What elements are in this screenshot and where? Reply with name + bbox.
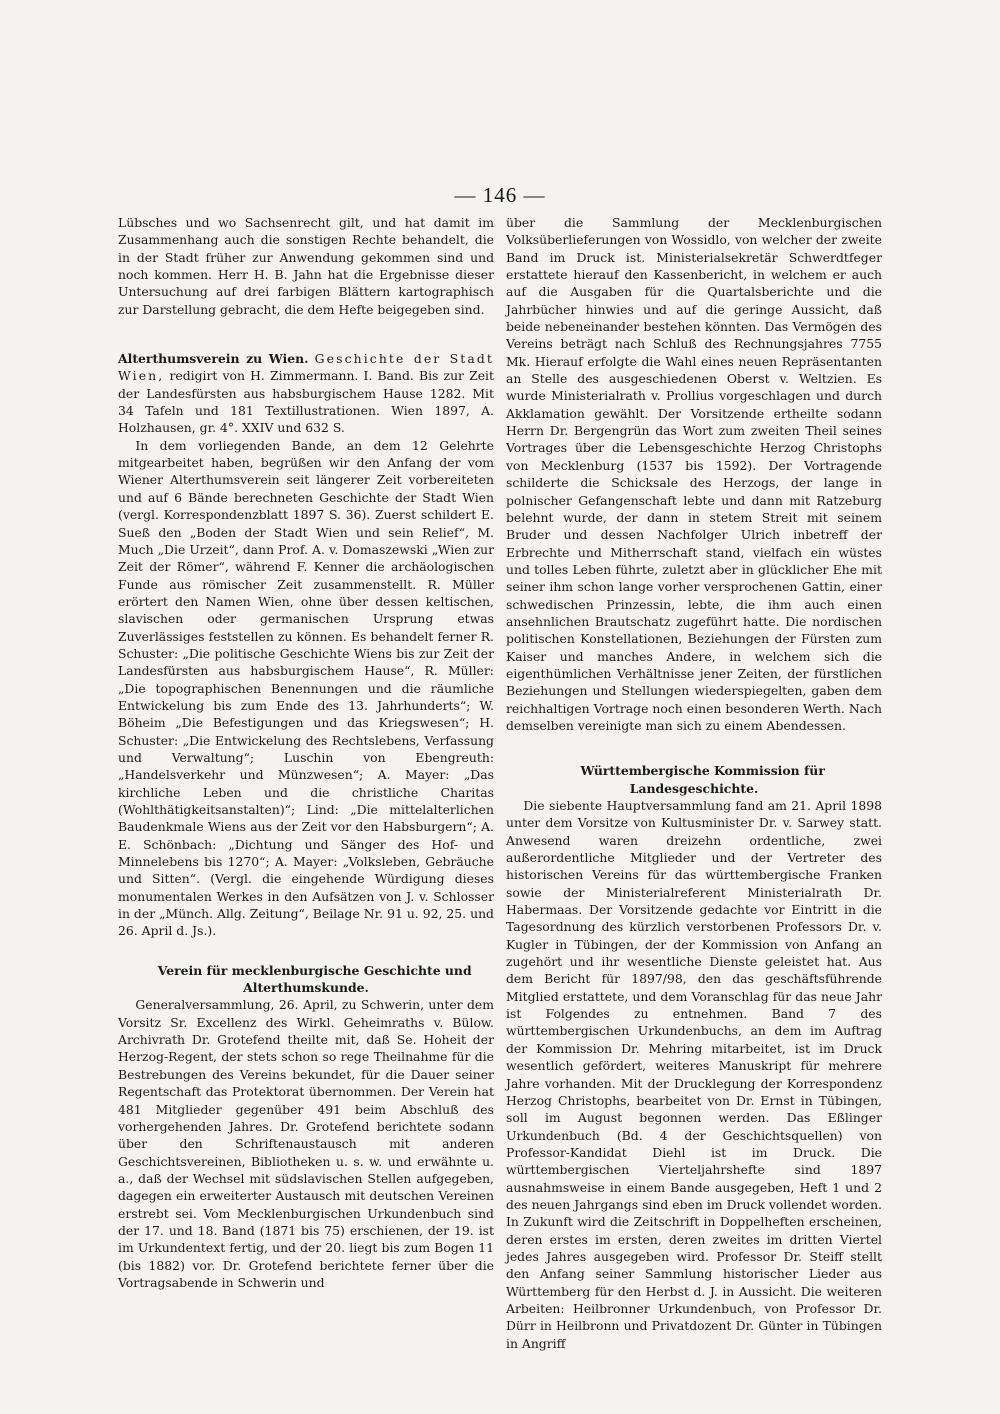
paragraph-mecklenburg-continued: über die Sammlung der Mecklenburgischen Volksüberlieferungen von Wossidlo, von welcher der zweite Band im Druck ist. Ministerialsekretär Schwerdtfeger erstattete hierauf den Kassenbericht, in welchem er auch auf die Ausgaben für die Quartalsberichte und die Jahrbücher hinwies und auf die geringe Aussicht, daß beide nebeneinander bestehen könnten. Das Vermögen des Vereins beträgt nach Schluß des Rechnungsjahres 7755 Mk. Hierauf erfolgte die Wahl eines neuen Repräsentanten an Stelle des ausgeschiedenen Oberst v. Weltzien. Es wurde Ministerialrath v. Prollius vorgeschlagen und durch Akklamation gewählt. Der Vorsitzende ertheilte sodann Herrn Dr. Bergengrün das Wort zum zweiten Theil seines Vortrages über die Lebensgeschichte Herzog Christophs von Mecklenburg (1537 bis 1592). Der Vortragende schilderte die Schicksale des Herzogs, der lange in polnischer Gefangenschaft lebte und dann mit Ratzeburg belehnt wurde, der dann in stetem Streit mit seinem Bruder und dessen Nachfolger Ulrich inbetreff der Erbrechte und Mitherrschaft stand, vielfach ein wüstes und tolles Leben führte, zuletzt aber in glücklicher Ehe mit seiner ihm schon lange vorher versprochenen Gattin, einer schwedischen Prinzessin, lebte, die ihm auch einen ansehnlichen Brautschatz zugeführt hatte. Die nordischen politischen Konstellationen, Beziehungen der Fürsten zum Kaiser und manches Andere, in welchem sich die eigenthümlichen Verhältnisse jener Zeiten, der fürstlichen Beziehungen und Stellungen wiederspiegelten, gaben dem reichhaltigen Vortrage noch einen besonderen Werth. Nach demselben vereinigte man sich zu einem Abendessen. xyxy=(506,215,882,733)
book-citation-wien: redigirt von H. Zimmermann. I. Band. Bis zur Zeit der Landesfürsten aus habsburgischem Hause 1282. Mit 34 Tafeln und 181 Textillustrationen. Wien 1897, A. Holzhausen, gr. 4°. XXIV und 632 S. xyxy=(118,368,494,436)
heading-mecklenburg-verein: Verein für mecklenburgische Geschichte und Alterthumskunde. xyxy=(157,962,472,996)
paragraph-wuerttemberg-hauptversammlung: Die siebente Hauptversammlung fand am 21. April 1898 unter dem Vorsitze von Kultusminister Dr. v. Sarwey statt. Anwesend waren dreizehn ordentliche, zwei außerordentliche Mitglieder und der Vertreter des historischen Vereins für das württembergische Franken sowie der Ministerialreferent Ministerialrath Dr. Habermaas. Der Vorsitzende gedachte vor Eintritt in die Tagesordnung des kürzlich verstorbenen Professors Dr. v. Kugler in Tübingen, der der Kommission von Anfang an zugehört und ihr wesentliche Dienste geleistet hat. Aus dem Bericht für 1897/98, den das geschäftsführende Mitglied erstattete, und dem Voranschlag für das neue Jahr ist Folgendes zu entnehmen. Band 7 des württembergischen Urkundenbuchs, an dem im Auftrag der Kommission Dr. Mehring mitarbeitet, ist im Druck wesentlich gefördert, weiteres Manuskript für mehrere Jahre vorhanden. Mit der Drucklegung der Korrespondenz Herzog Christophs, bearbeitet von Dr. Ernst in Tübingen, soll im August begonnen werden. Das Eßlinger Urkundenbuch (Bd. 4 der Geschichtsquellen) von Professor-Kandidat Diehl ist im Druck. Die württembergischen Vierteljahrshefte sind 1897 ausnahmsweise in einem Bande ausgegeben, Heft 1 und 2 des neuen Jahrgangs sind eben im Druck vollendet worden. In Zukunft wird die Zeitschrift in Doppelheften erscheinen, deren erstes im ersten, deren zweites im dritten Viertel jedes Jahres ausgegeben wird. Professor Dr. Steiff stellt den Anfang seiner Sammlung historischer Lieder aus Württemberg für den Herbst d. J. in Aussicht. Die weiteren Arbeiten: Heilbronner Urkundenbuch, von Professor Dr. Dürr in Heilbronn und Privatdozent Dr. Günter in Tübingen in Angriff xyxy=(506,798,882,1351)
paragraph-mecklenburg-generalversammlung: Generalversammlung, 26. April, zu Schwerin, unter dem Vorsitz Sr. Excellenz des Wirkl. Geheimraths v. Bülow. Archivrath Dr. Grotefend theilte mit, daß Se. Hoheit der Herzog-Regent, der stets schon so rege Theilnahme für die Bestrebungen des Vereins bekundet, für die Dauer seiner Regentschaft das Protektorat übernommen. Der Verein hat 481 Mitglieder gegenüber 491 beim Abschluß des vorhergehenden Jahres. Dr. Grotefend berichtete sodann über den Schriftenaustausch mit anderen Geschichtsvereinen, Bibliotheken u. s. w. und erwähnte u. a., daß der Wechsel mit südslavischen Stellen aufgegeben, dagegen ein erweiterter Austausch mit deutschen Vereinen erstrebt sei. Vom Mecklenburgischen Urkundenbuch sind der 17. und 18. Band (1871 bis 75) erschienen, der 19. ist im Urkundentext fertig, und der 20. liegt bis zum Bogen 11 (bis 1882) vor. Dr. Grotefend berichtete ferner über die Vortragsabende in Schwerin und xyxy=(118,997,494,1290)
book-title-geschichte-wien: Geschichte der Stadt Wien, xyxy=(118,351,494,384)
heading-alterthumsverein-wien: Alterthumsverein zu Wien. xyxy=(118,351,309,367)
page-number: — 146 — xyxy=(454,183,546,207)
heading-wuerttemberg-kommission: Württembergische Kommission für Landesgeschichte. xyxy=(580,763,825,796)
left-column xyxy=(118,214,494,1291)
paragraph-wien-review: In dem vorliegenden Bande, an dem 12 Gelehrte mitgearbeitet haben, begrüßen wir den Anfang der vom Wiener Alterthumsverein seit längerer Zeit vorbereiteten und auf 6 Bände berechneten Geschichte der Stadt Wien (vergl. Korrespondenzblatt 1897 S. 36). Zuerst schildert E. Sueß den „Boden der Stadt Wien und sein Relief“, M. Much „Die Urzeit“, dann Prof. A. v. Domaszewski „Wien zur Zeit der Römer“, während F. Kenner die archäologischen Funde aus römischer Zeit zusammenstellt. R. Müller erörtert den Namen Wien, ohne über dessen keltischen, slavischen oder germanischen Ursprung etwas Zuverlässiges feststellen zu können. Es behandelt ferner R. Schuster: „Die politische Geschichte Wiens bis zur Zeit der Landesfürsten aus habsburgischem Hause“, R. Müller: „Die topographischen Benennungen und die räumliche Entwickelung bis zum Ende des 13. Jahrhunderts“; W. Böheim „Die Befestigungen und das Kriegswesen“; H. Schuster: „Die Entwickelung des Rechtslebens, Verfassung und Verwaltung“; Luschin von Ebengreuth: „Handelsverkehr und Münzwesen“; A. Mayer: „Das kirchliche Leben und die christliche Charitas (Wohlthätigkeitsanstalten)“; Lind: „Die mittelalterlichen Baudenkmale Wiens aus der Zeit vor den Habsburgern“; A. E. Schönbach: „Dichtung und Sänger des Hof- und Minnelebens bis 1270“; A. Mayer: „Volksleben, Gebräuche und Sitten“. (Vergl. die eingehende Würdigung dieses monumentalen Werkes in den Aufsätzen von J. v. Schlosser in der „Münch. Allg. Zeitung“, Beilage Nr. 91 u. 92, 25. und 26. April d. Js.). xyxy=(118,437,494,939)
right-column xyxy=(506,214,882,1352)
section-wien xyxy=(118,350,494,437)
paragraph-luebsches-recht: Lübsches und wo Sachsenrecht gilt, und hat damit im Zusammenhang auch die sonstigen Rechte behandelt, die in der Stadt früher zur Anwendung gekommen sind und noch kommen. Herr H. B. Jahn hat die Ergebnisse dieser Untersuchung auf drei farbigen Blättern kartographisch zur Darstellung gebracht, die dem Hefte beigegeben sind. xyxy=(118,215,494,317)
